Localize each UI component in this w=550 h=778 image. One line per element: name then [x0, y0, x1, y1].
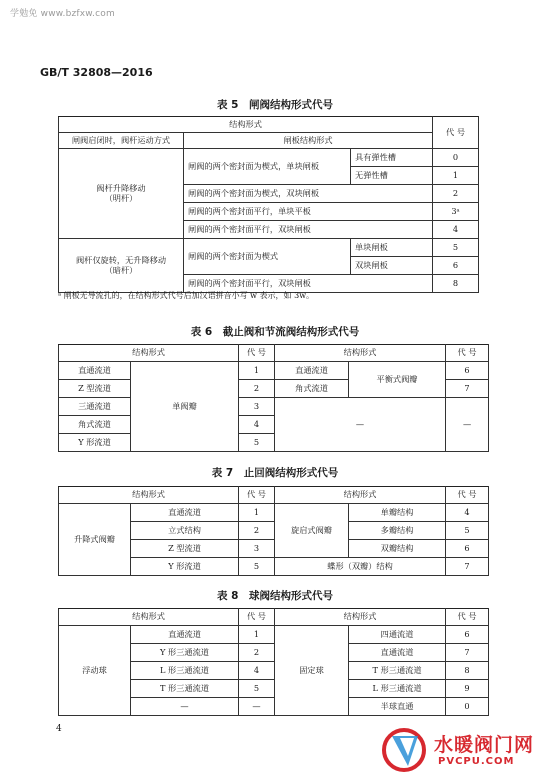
- table6-dash: —: [275, 398, 446, 452]
- valve-logo-icon: [378, 726, 434, 774]
- table8-cell: 半球直通: [349, 698, 446, 716]
- table8-header-code: 代 号: [446, 609, 489, 626]
- table7-code: 2: [239, 522, 275, 540]
- table8-cell: —: [131, 698, 239, 716]
- table7-cell: 单瓣结构: [349, 504, 446, 522]
- table8-left-group: 浮动球: [59, 626, 131, 716]
- table6-code: 2: [239, 380, 275, 398]
- table7-cell: 双瓣结构: [349, 540, 446, 558]
- table5: [58, 116, 479, 293]
- table6-code: 3: [239, 398, 275, 416]
- table5-cell: 闸阀的两个密封面平行，双块闸板: [184, 275, 433, 293]
- page-number: 4: [56, 724, 62, 734]
- table5-header-structure: 结构形式: [59, 117, 433, 133]
- table5-code: 5: [433, 239, 479, 257]
- table5-cell: 闸阀的两个密封面为楔式，单块闸板: [184, 149, 351, 185]
- table5-group-nonrising: 阀杆仅旋转，无升降移动 （暗杆）: [59, 239, 184, 293]
- table5-code: 1: [433, 167, 479, 185]
- table5-footnote: ᵃ 闸板无导流孔的，在结构形式代号后加汉语拼音小写 w 表示，如 3w。: [58, 291, 315, 300]
- table6-cell: 角式流道: [59, 416, 131, 434]
- table5-cell: 单块闸板: [351, 239, 433, 257]
- table8-code: —: [239, 698, 275, 716]
- table8-code: 7: [446, 644, 489, 662]
- table7-code: 5: [239, 558, 275, 576]
- table6-dash: —: [446, 398, 489, 452]
- table5-group-rising: 阀杆升降移动 （明杆）: [59, 149, 184, 239]
- table8-code: 6: [446, 626, 489, 644]
- table7-header-structure: 结构形式: [59, 487, 239, 504]
- table6-code: 5: [239, 434, 275, 452]
- table7-cell: 多瓣结构: [349, 522, 446, 540]
- table5-code: 2: [433, 185, 479, 203]
- table5-cell: 具有弹性槽: [351, 149, 433, 167]
- table8-right-group: 固定球: [275, 626, 349, 716]
- table6-code: 4: [239, 416, 275, 434]
- table6-header-structure: 结构形式: [275, 345, 446, 362]
- table7-code: 4: [446, 504, 489, 522]
- table5-code: 8: [433, 275, 479, 293]
- table7-caption: 表 7 止回阀结构形式代号: [211, 467, 339, 479]
- table7-header-structure: 结构形式: [275, 487, 446, 504]
- watermark-text: 学勉免 www.bzfxw.com: [10, 9, 115, 19]
- table6-code: 6: [446, 362, 489, 380]
- table6-header-code: 代 号: [446, 345, 489, 362]
- table5-cell: 闸阀的两个密封面平行，单块平板: [184, 203, 433, 221]
- table5-cell: 闸阀的两个密封面平行，双块闸板: [184, 221, 433, 239]
- table8-cell: 直通流道: [131, 626, 239, 644]
- table7-cell: Y 形流道: [131, 558, 239, 576]
- table6-code: 7: [446, 380, 489, 398]
- table6-left-group: 单阀瓣: [131, 362, 239, 452]
- table7-cell: 直通流道: [131, 504, 239, 522]
- table7-cell: 立式结构: [131, 522, 239, 540]
- table7-code: 3: [239, 540, 275, 558]
- table7-code: 7: [446, 558, 489, 576]
- table7-code: 6: [446, 540, 489, 558]
- table7-header-code: 代 号: [446, 487, 489, 504]
- table8-code: 4: [239, 662, 275, 680]
- table8-cell: L 形三通流道: [131, 662, 239, 680]
- table5-code: 4: [433, 221, 479, 239]
- table8-code: 8: [446, 662, 489, 680]
- table5-cell: 闸阀的两个密封面为楔式，双块闸板: [184, 185, 433, 203]
- table7: [58, 486, 489, 576]
- table5-code: 0: [433, 149, 479, 167]
- table8-code: 2: [239, 644, 275, 662]
- table8-cell: 四通流道: [349, 626, 446, 644]
- table7-right-group: 旋启式阀瓣: [275, 504, 349, 558]
- table8-cell: Y 形三通流道: [131, 644, 239, 662]
- table8-caption: 表 8 球阀结构形式代号: [217, 590, 333, 602]
- standard-code: GB/T 32808—2016: [40, 66, 153, 79]
- table8-header-code: 代 号: [239, 609, 275, 626]
- table6-caption: 表 6 截止阀和节流阀结构形式代号: [190, 326, 360, 338]
- table8: [58, 608, 489, 716]
- table8-cell: T 形三通流道: [131, 680, 239, 698]
- table8-code: 9: [446, 680, 489, 698]
- table5-header-code: 代 号: [433, 117, 479, 149]
- table7-code: 5: [446, 522, 489, 540]
- table6-cell: Y 形流道: [59, 434, 131, 452]
- table6-right-group: 平衡式阀瓣: [349, 362, 446, 398]
- table7-butterfly: 蝶形（双瓣）结构: [275, 558, 446, 576]
- table7-left-group: 升降式阀瓣: [59, 504, 131, 576]
- table6-code: 1: [239, 362, 275, 380]
- table6-header-code: 代 号: [239, 345, 275, 362]
- table6-cell: 三通流道: [59, 398, 131, 416]
- table6-cell: 直通流道: [59, 362, 131, 380]
- table5-header-movement: 闸阀启闭时，阀杆运动方式: [59, 133, 184, 149]
- table5-code: 6: [433, 257, 479, 275]
- logo-url: PVCPU.COM: [438, 756, 515, 767]
- table5-cell: 双块闸板: [351, 257, 433, 275]
- table5-header-gate: 闸板结构形式: [184, 133, 433, 149]
- table8-code: 1: [239, 626, 275, 644]
- table8-cell: 直通流道: [349, 644, 446, 662]
- table8-header-structure: 结构形式: [59, 609, 239, 626]
- site-logo[interactable]: [378, 726, 546, 774]
- table5-caption: 表 5 闸阀结构形式代号: [217, 99, 333, 111]
- table6-cell: 角式流道: [275, 380, 349, 398]
- table6-cell: Z 型流道: [59, 380, 131, 398]
- table7-cell: Z 型流道: [131, 540, 239, 558]
- table5-cell: 闸阀的两个密封面为楔式: [184, 239, 351, 275]
- table8-code: 5: [239, 680, 275, 698]
- table8-cell: T 形三通流道: [349, 662, 446, 680]
- table7-header-code: 代 号: [239, 487, 275, 504]
- table8-code: 0: [446, 698, 489, 716]
- table5-code: 3ᵃ: [433, 203, 479, 221]
- table6-cell: 直通流道: [275, 362, 349, 380]
- table8-header-structure: 结构形式: [275, 609, 446, 626]
- table5-cell: 无弹性槽: [351, 167, 433, 185]
- table6-header-structure: 结构形式: [59, 345, 239, 362]
- logo-title: 水暖阀门网: [434, 734, 535, 756]
- table6: [58, 344, 489, 452]
- table8-cell: L 形三通流道: [349, 680, 446, 698]
- table7-code: 1: [239, 504, 275, 522]
